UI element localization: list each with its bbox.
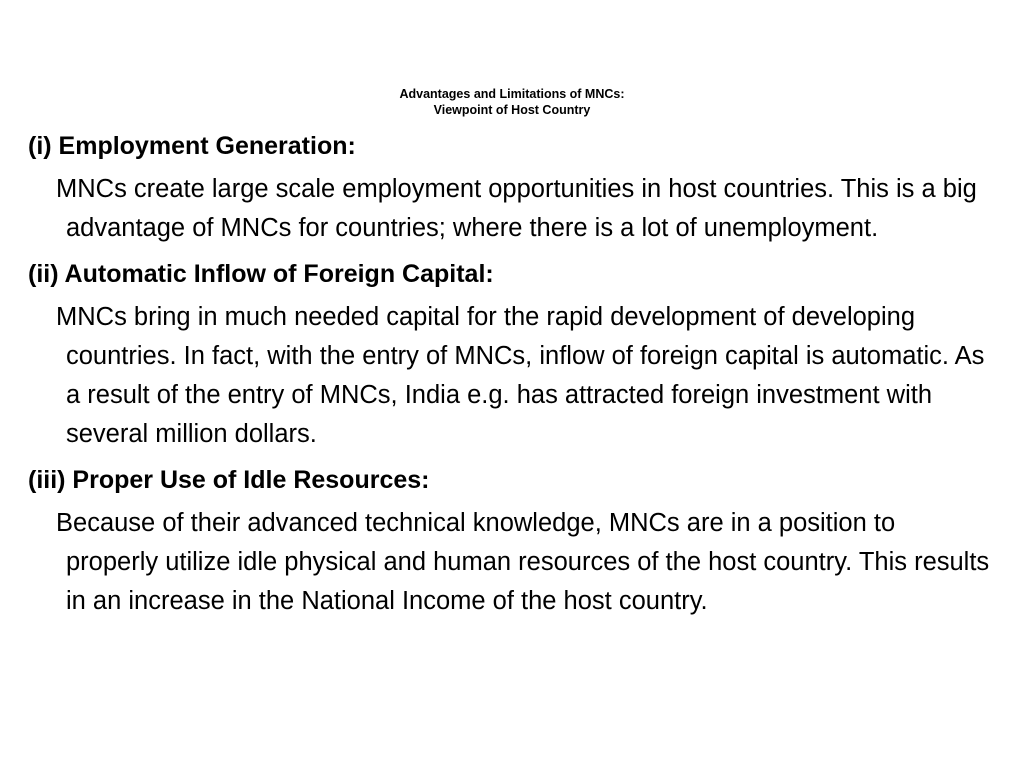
slide-title-line-2: Viewpoint of Host Country [433, 103, 591, 117]
section-heading-employment-generation: (i) Employment Generation: [28, 132, 356, 160]
slide-content [28, 128, 994, 629]
section-body-idle-resources: Because of their advanced technical knowledge, MNCs are in a position to properly utilize idle physical and human resources of the host country. This results in an increase in the National Income of the host country. [56, 509, 990, 615]
slide-title [0, 86, 1024, 118]
section-body-employment-generation: MNCs create large scale employment opportunities in host countries. This is a big advantage of MNCs for countries; where there is a lot of unemployment. [56, 175, 977, 242]
section-heading-idle-resources: (iii) Proper Use of Idle Resources: [28, 466, 430, 494]
section-heading-inflow-of-foreign-capital: (ii) Automatic Inflow of Foreign Capital: [28, 260, 494, 288]
section-body-inflow-of-foreign-capital: MNCs bring in much needed capital for the rapid development of developing countries. In fact, with the entry of MNCs, inflow of foreign capital is automatic. As a result of the entry of MNCs, India e.g. has attracted foreign investment with several million dollars. [56, 303, 985, 448]
slide-title-line-1: Advantages and Limitations of MNCs: [399, 87, 625, 101]
